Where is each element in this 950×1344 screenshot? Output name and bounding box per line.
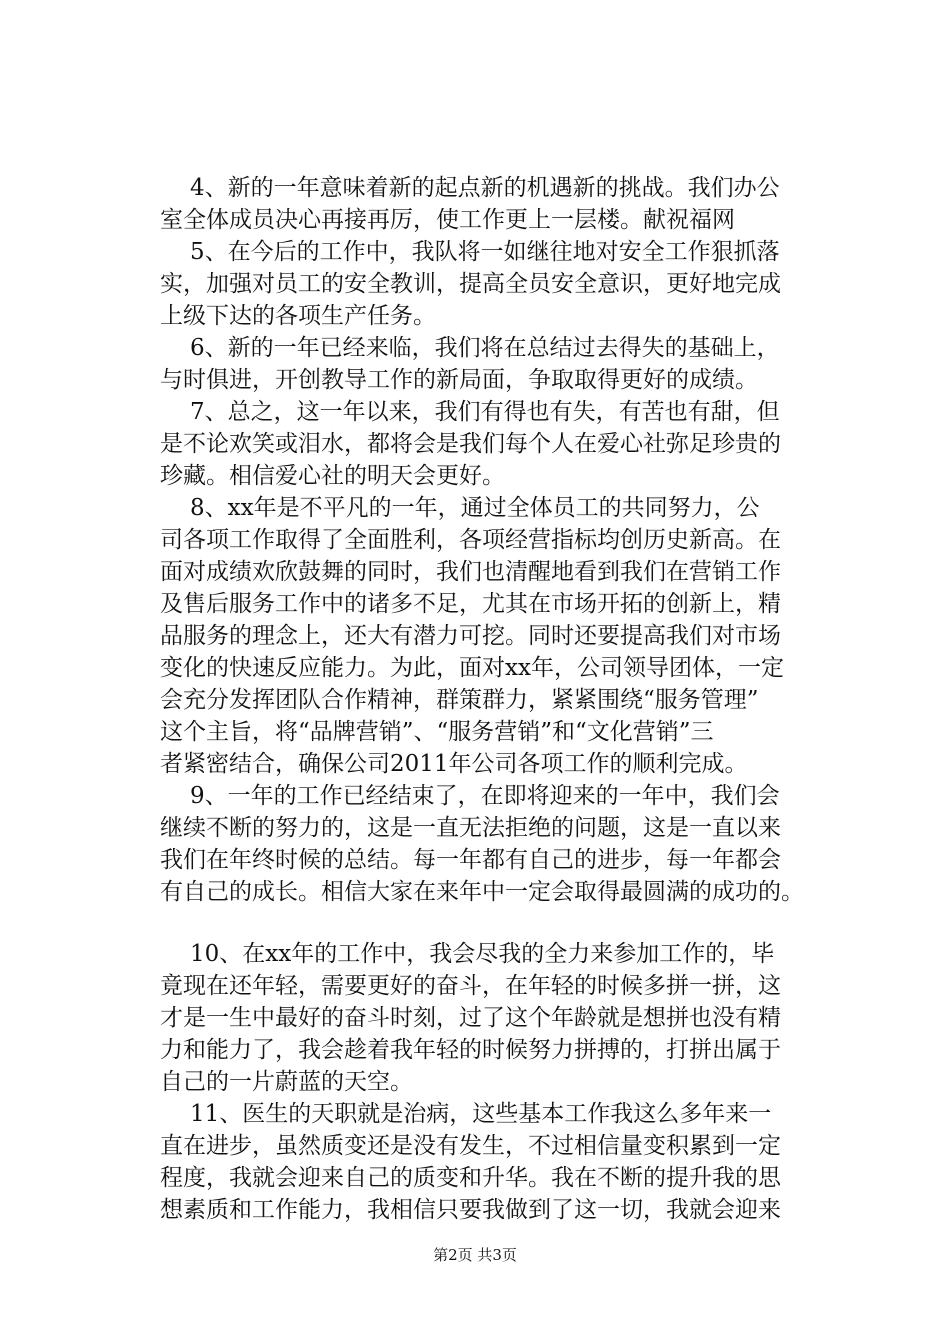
paragraph-gap xyxy=(160,908,840,938)
paragraph-7-line-1: 7、总之，这一年以来，我们有得也有失，有苦也有甜，但 xyxy=(190,399,780,425)
paragraph-7-line-2: 是不论欢笑或泪水，都将会是我们每个人在爱心社弥足珍贵的 xyxy=(160,431,781,457)
paragraph-9-line-2: 继续不断的努力的，这是一直无法拒绝的问题，这是一直以来 xyxy=(160,815,781,841)
paragraph-8-line-7: 会充分发挥团队合作精神，群策群力，紧紧围绕“服务管理” xyxy=(160,687,759,713)
paragraph-8-line-3: 面对成绩欢欣鼓舞的同时，我们也清醒地看到我们在营销工作 xyxy=(160,559,781,585)
paragraph-10-line-2: 竟现在还年轻，需要更好的奋斗，在年轻的时候多拼一拼，这 xyxy=(160,973,781,999)
paragraph-5-line-1: 5、在今后的工作中，我队将一如继往地对安全工作狠抓落 xyxy=(190,239,780,265)
paragraph-9-line-4: 有自己的成长。相信大家在来年中一定会取得最圆满的成功的。 xyxy=(160,879,804,905)
paragraph-10-line-3: 才是一生中最好的奋斗时刻，过了这个年龄就是想拼也没有精 xyxy=(160,1005,781,1031)
paragraph-11-line-4: 想素质和工作能力，我相信只要我做到了这一切，我就会迎来 xyxy=(160,1197,781,1223)
paragraph-4-line-1: 4、新的一年意味着新的起点新的机遇新的挑战。我们办公 xyxy=(190,175,780,201)
paragraph-10-line-4: 力和能力了，我会趁着我年轻的时候努力拼搏的，打拼出属于 xyxy=(160,1037,781,1063)
paragraph-8-line-4: 及售后服务工作中的诸多不足，尤其在市场开拓的创新上，精 xyxy=(160,591,781,617)
paragraph-4-line-2: 室全体成员决心再接再厉，使工作更上一层楼。献祝福网 xyxy=(160,207,735,233)
page-number-footer: 第2页 共3页 xyxy=(433,1246,517,1264)
paragraph-11-line-3: 程度，我就会迎来自己的质变和升华。我在不断的提升我的思 xyxy=(160,1165,781,1191)
paragraph-8-line-5: 品服务的理念上，还大有潜力可挖。同时还要提高我们对市场 xyxy=(160,623,781,649)
paragraph-9-line-1: 9、一年的工作已经结束了，在即将迎来的一年中，我们会 xyxy=(190,783,780,809)
document-body xyxy=(160,172,840,1226)
paragraph-6-line-1: 6、新的一年已经来临，我们将在总结过去得失的基础上， xyxy=(190,335,780,361)
paragraph-11-line-1: 11、医生的天职就是治病，这些基本工作我这么多年来一 xyxy=(190,1101,772,1127)
paragraph-5-line-2: 实，加强对员工的安全教训，提高全员安全意识，更好地完成 xyxy=(160,271,781,297)
paragraph-11-line-2: 直在进步，虽然质变还是没有发生，不过相信量变积累到一定 xyxy=(160,1133,781,1159)
paragraph-8-line-2: 司各项工作取得了全面胜利，各项经营指标均创历史新高。在 xyxy=(160,527,781,553)
paragraph-8-line-8: 这个主旨，将“品牌营销”、“服务营销”和“文化营销”三 xyxy=(160,719,714,745)
paragraph-7-line-3: 珍藏。相信爱心社的明天会更好。 xyxy=(160,463,505,489)
paragraph-10-line-5: 自己的一片蔚蓝的天空。 xyxy=(160,1069,413,1095)
paragraph-8-line-6: 变化的快速反应能力。为此，面对xx年，公司领导团体，一定 xyxy=(160,655,784,681)
paragraph-8-line-9: 者紧密结合，确保公司2011年公司各项工作的顺利完成。 xyxy=(160,751,748,777)
paragraph-6-line-2: 与时俱进，开创教导工作的新局面，争取取得更好的成绩。 xyxy=(160,367,758,393)
paragraph-9-line-3: 我们在年终时候的总结。每一年都有自己的进步，每一年都会 xyxy=(160,847,781,873)
paragraph-8-line-1: 8、xx年是不平凡的一年，通过全体员工的共同努力，公 xyxy=(190,495,760,521)
paragraph-5-line-3: 上级下达的各项生产任务。 xyxy=(160,303,436,329)
paragraph-10-line-1: 10、在xx年的工作中，我会尽我的全力来参加工作的，毕 xyxy=(190,941,775,967)
